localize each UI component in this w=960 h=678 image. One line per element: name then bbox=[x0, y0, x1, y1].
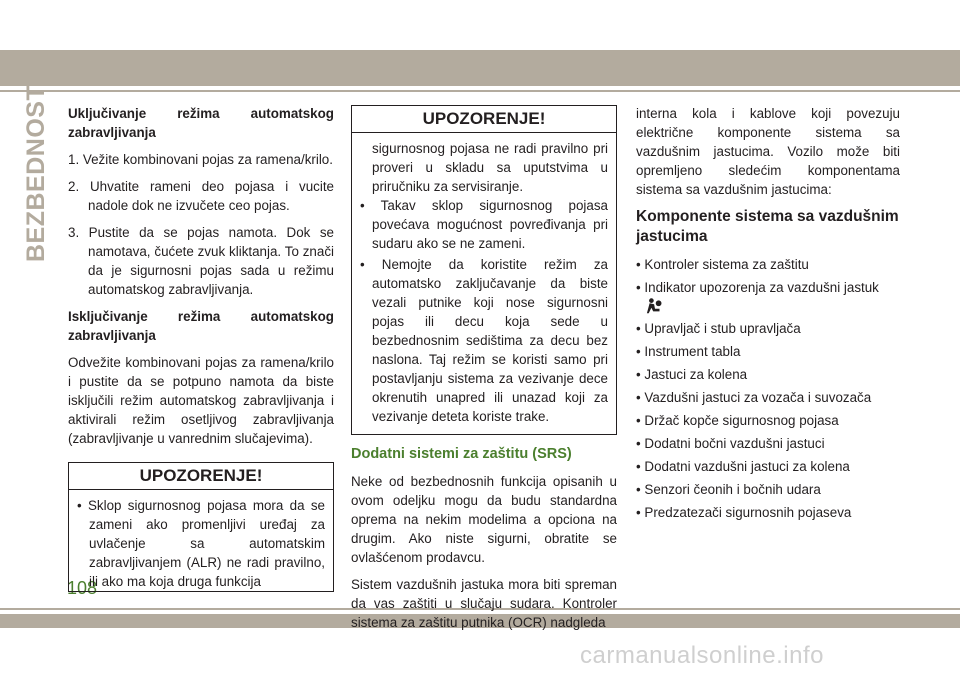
component-item: • Predzatezači sigurnosnih pojaseva bbox=[636, 505, 852, 520]
section-side-label: BEZBEDNOST bbox=[22, 84, 50, 262]
warning-box-continued bbox=[351, 105, 617, 435]
heading-disable-auto-lock: Isključivanje režima automatskog zabravljivanja bbox=[68, 309, 334, 343]
warning-body bbox=[69, 490, 333, 599]
component-item: • Instrument tabla bbox=[636, 344, 741, 359]
warning-title: UPOZORENJE! bbox=[69, 463, 333, 490]
component-item: • Senzori čeonih i bočnih udara bbox=[636, 482, 821, 497]
heading-enable-auto-lock: Uključivanje režima automatskog zabravljivanja bbox=[68, 106, 334, 140]
component-item: • Držač kopče sigurnosnog pojasa bbox=[636, 413, 839, 428]
step-item: 2. Uhvatite rameni deo pojasa i vucite nadole dok ne izvučete ceo pojas. bbox=[68, 179, 334, 213]
warning-title: UPOZORENJE! bbox=[352, 106, 616, 133]
warning-body bbox=[352, 133, 616, 434]
header-rule bbox=[0, 90, 960, 92]
components-list bbox=[636, 255, 900, 522]
warning-box bbox=[68, 462, 334, 592]
step-item: 1. Vežite kombinovani pojas za ramena/krilo. bbox=[68, 152, 333, 167]
airbag-warning-icon bbox=[646, 297, 664, 315]
column-1 bbox=[68, 104, 334, 592]
component-item: • Indikator upozorenja za vazdušni jastuk bbox=[636, 278, 900, 315]
column-2 bbox=[351, 104, 617, 640]
component-item: • Upravljač i stub upravljača bbox=[636, 321, 801, 336]
component-item: • Vazdušni jastuci za vozača i suvozača bbox=[636, 390, 872, 405]
page-number: 108 bbox=[67, 578, 98, 598]
column-3 bbox=[636, 104, 900, 526]
warning-continuation: sigurnosnog pojasa ne radi pravilno pri proveri u skladu sa uputstvima u priručniku za servisiranje. bbox=[372, 141, 608, 194]
paragraph-srs-intro: Neke od bezbednosnih funkcija opisanih u ovom odeljku mogu da budu standardna oprema na nekim modelima a opciona na drugim. Ako niste sigurni, obratite se ovlašćenom prodavcu. bbox=[351, 474, 617, 565]
paragraph-airbag-system: Sistem vazdušnih jastuka mora biti spreman da vas zaštiti u slučaju sudara. Kontroler sistema za zaštitu putnika (OCR) nadgleda bbox=[351, 577, 617, 630]
paragraph-disable-instructions: Odvežite kombinovani pojas za ramena/krilo i pustite da se potpuno namota da biste isključili režim automatskog zabravljivanja i aktivirali režim osetljivog zabravljivanja (zabravljivanje u vanrednim slučajevima). bbox=[68, 355, 334, 446]
component-item: • Dodatni bočni vazdušni jastuci bbox=[636, 436, 825, 451]
step-item: 3. Pustite da se pojas namota. Dok se namotava, čućete zvuk kliktanja. To znači da je sigurnosni pojas sada u režimu automatskog zabravljivanja. bbox=[68, 225, 334, 297]
warning-item: • Sklop sigurnosnog pojasa mora da se zameni ako promenljivi uređaj za uvlačenje sa automatskim zabravljivanjem (ALR) ne radi pravilno, ili ako ma koja druga funkcija bbox=[77, 498, 325, 589]
component-item: • Dodatni vazdušni jastuci za kolena bbox=[636, 459, 850, 474]
watermark: carmanualsonline.info bbox=[580, 642, 824, 669]
warning-item: • Takav sklop sigurnosnog pojasa povećava mogućnost povređivanja pri sudaru ako se ne zameni. bbox=[360, 198, 608, 251]
airbag-components-heading: Komponente sistema sa vazdušnim jastucima bbox=[636, 208, 899, 245]
header-band bbox=[0, 50, 960, 86]
component-item: • Kontroler sistema za zaštitu bbox=[636, 257, 809, 272]
warning-item: • Nemojte da koristite režim za automatsko zaključavanje da biste vezali putnike koji nose sigurnosni pojas ili decu koja sede u bezbednosnim sedištima za decu bez naslona. Taj režim se koristi samo pri postavljanju sistema za vezivanje dece okrenutih unapred ili unazad koji za vezivanje deteta koriste trake. bbox=[360, 257, 608, 424]
paragraph-continuation: interna kola i kablove koji povezuju električne komponente sistema sa vazdušnim jastucima. Vozilo može biti opremljeno sledećim komponentama sistema sa vazdušnim jastucima: bbox=[636, 106, 900, 197]
component-item: • Jastuci za kolena bbox=[636, 367, 748, 382]
steps-list bbox=[68, 150, 334, 299]
srs-subheading: Dodatni sistemi za zaštitu (SRS) bbox=[351, 446, 572, 462]
